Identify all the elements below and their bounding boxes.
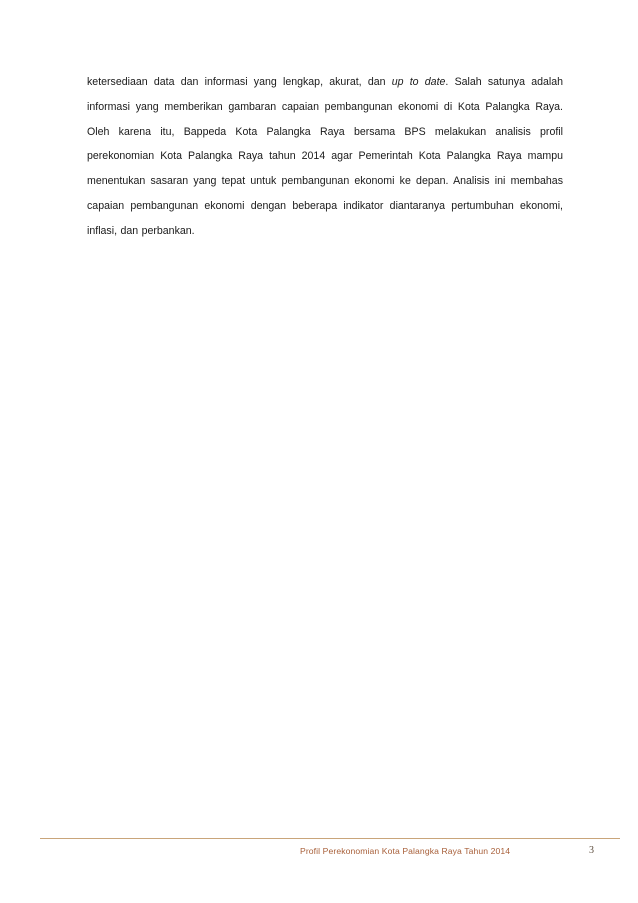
paragraph-text-start: ketersediaan data dan informasi yang lengkap, akurat, dan (87, 76, 392, 88)
footer-title: Profil Perekonomian Kota Palangka Raya Tahun 2014 (300, 846, 511, 856)
paragraph-italic-phrase: up to date (391, 76, 446, 88)
page-number: 3 (589, 845, 594, 856)
body-paragraph (87, 70, 563, 244)
footer-divider (40, 838, 620, 839)
paragraph-text-end: . Salah satunya adalah informasi yang memberikan gambaran capaian pembangunan ekonomi di Kota Palangka Raya. Oleh karena itu, Bappeda Kota Palangka Raya bersama BPS melakukan analisis profil perekonomian Kota Palangka Raya tahun 2014 agar Pemerintah Kota Palangka Raya mampu menentukan sasaran yang tepat untuk pembangunan ekonomi ke depan. Analisis ini membahas capaian pembangunan ekonomi dengan beberapa indikator diantaranya pertumbuhan ekonomi, inflasi, dan perbankan. (87, 76, 564, 237)
